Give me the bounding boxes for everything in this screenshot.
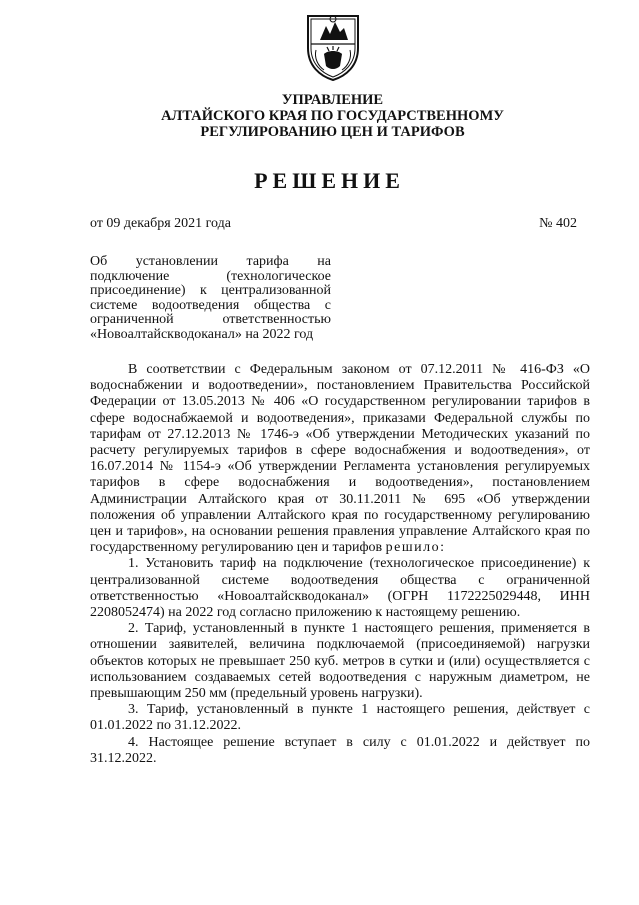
item-3-paragraph: 3. Тариф, установленный в пункте 1 настоящего решения, действует с 01.01.2022 по 31.12.2022. [90,702,590,734]
document-date: от 09 декабря 2021 года [90,216,231,231]
document-subject [90,255,331,343]
altai-krai-coat-of-arms-icon [302,10,364,82]
subject-line: ограниченной ответственностью [90,312,331,328]
org-line-3: РЕГУЛИРОВАНИЮ ЦЕН И ТАРИФОВ [200,124,465,140]
organization-name [0,92,639,140]
preamble-verb: решило [385,540,441,556]
org-line-1: УПРАВЛЕНИЕ [281,92,384,108]
subject-line: присоединение) к централизованной [90,283,331,299]
preamble-paragraph [90,362,590,556]
document-title: РЕШЕНИЕ [254,168,405,193]
subject-line: Об установлении тарифа на [90,254,331,269]
item-2-paragraph: 2. Тариф, установленный в пункте 1 настоящего решения, применяется в отношении заявителей, величина подключаемой (присоединяемой) нагрузки объектов которых не превышает 250 куб. метров в сутки и (или) осуществляется с использованием создаваемых сетей водоотведения с наружным диаметром, не превышающим 250 мм (предельный уровень нагрузки). [90,621,590,702]
item-4-paragraph: 4. Настоящее решение вступает в силу с 01.01.2022 и действует по 31.12.2022. [90,734,590,766]
org-line-2: АЛТАЙСКОГО КРАЯ ПО ГОСУДАРСТВЕННОМУ [161,108,504,124]
subject-line: системе водоотведения общества с [90,297,331,313]
document-number: № 402 [539,216,577,231]
subject-line: подключение (технологическое [90,268,331,284]
preamble-end: : [440,540,445,556]
item-1-paragraph: 1. Установить тариф на подключение (технологическое присоединение) к централизованной системе водоотведения общества с ограниченной ответственностью «Новоалтайскводоканал» (ОГРН 1172225029448, ИНН 2208052474) на 2022 год согласно приложению к настоящему решению. [90,556,590,621]
subject-line: «Новоалтайскводоканал» на 2022 год [90,326,314,342]
preamble-text: В соответствии с Федеральным законом от 07.12.2011 № 416-ФЗ «О водоснабжении и водоотведении», постановлением Правительства Российской Федерации от 13.05.2013 № 406 «О государственном регулировании тарифов в сфере водоснабжаемой и водоотведения», приказами Федеральной службы по тарифам от 27.12.2013 № 1746-э «Об утверждении Методических указаний по расчету регулируемых тарифов в сфере водоснабжения и водоотведения», от 16.07.2014 № 1154-э «Об утверждении Регламента установления регулируемых тарифов в сфере водоснабжения и водоотведения», постановлением Администрации Алтайского края от 30.11.2011 № 695 «Об утверждении положения об управлении Алтайского края по государственному регулированию цен и тарифов», на основании решения правления управление Алтайского края по государственному регулированию цен и тарифов [90,362,590,556]
document-body [90,362,590,767]
